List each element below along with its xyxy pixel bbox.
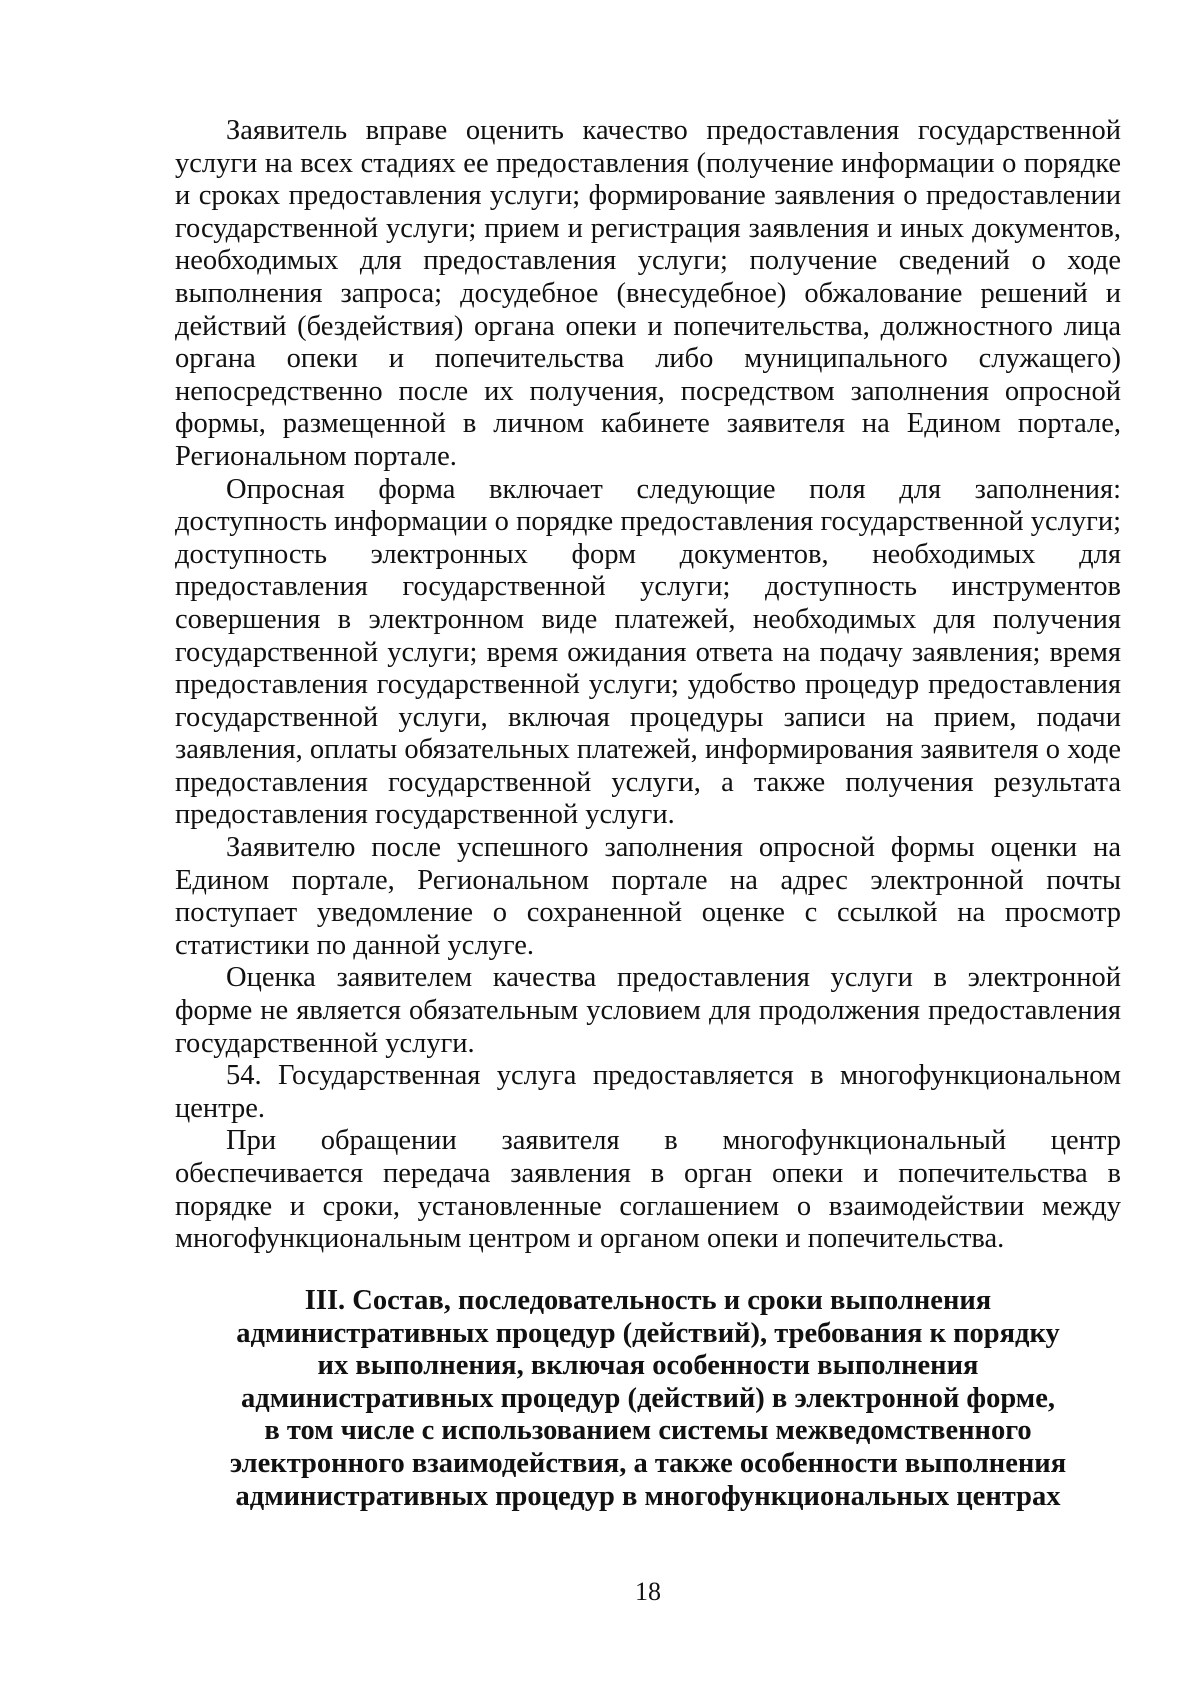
section-heading-line: электронного взаимодействия, а также особенности выполнения: [229, 1447, 1067, 1479]
page-number: 18: [635, 1577, 661, 1606]
section-heading-line: их выполнения, включая особенности выполнения: [317, 1350, 979, 1382]
section-heading-line: административных процедур (действий) в электронной форме,: [241, 1382, 1055, 1414]
paragraph-notification: Заявителю после успешного заполнения опросной формы оценки на Едином портале, Региональном портале на адрес электронной почты поступает уведомление о сохраненной оценке с ссылкой на просмотр статистики по данной услуге.: [175, 832, 1121, 961]
paragraph-item-54: 54. Государственная услуга предоставляется в многофункциональном центре.: [175, 1060, 1121, 1124]
section-heading-line: административных процедур в многофункциональных центрах: [235, 1480, 1061, 1512]
paragraph-mfc-transfer: При обращении заявителя в многофункциональный центр обеспечивается передача заявления в орган опеки и попечительства в порядке и сроки, установленные соглашением о взаимодействии между многофункциональным центром и органом опеки и попечительства.: [175, 1125, 1121, 1255]
section-heading: [175, 1285, 1121, 1513]
paragraph-survey-form-fields: Опросная форма включает следующие поля для заполнения: доступность информации о порядке предоставления государственной услуги; доступность электронных форм документов, необходимых для предоставления государственной услуги; доступность инструментов совершения в электронном виде платежей, необходимых для получения государственной услуги; время ожидания ответа на подачу заявления; время предоставления государственной услуги; удобство процедур предоставления государственной услуги, включая процедуры записи на прием, подачи заявления, оплаты обязательных платежей, информирования заявителя о ходе предоставления государственной услуги, а также получения результата предоставления государственной услуги.: [175, 473, 1121, 831]
section-heading-line: III. Состав, последовательность и сроки выполнения: [304, 1285, 992, 1316]
section-heading-line: в том числе с использованием системы межведомственного: [264, 1415, 1032, 1447]
document-body: [175, 115, 1121, 1256]
paragraph-assessment-optional: Оценка заявителем качества предоставления услуги в электронной форме не является обязательным условием для продолжения предоставления государственной услуги.: [175, 962, 1121, 1059]
section-heading-line: административных процедур (действий), требования к порядку: [236, 1317, 1060, 1349]
paragraph-quality-assessment: Заявитель вправе оценить качество предоставления государственной услуги на всех стадиях ее предоставления (получение информации о порядке и сроках предоставления услуги; формирование заявления о предоставлении государственной услуги; прием и регистрация заявления и иных документов, необходимых для предоставления услуги; получение сведений о ходе выполнения запроса; досудебное (внесудебное) обжалование решений и действий (бездействия) органа опеки и попечительства, должностного лица органа опеки и попечительства либо муниципального служащего) непосредственно после их получения, посредством заполнения опросной формы, размещенной в личном кабинете заявителя на Едином портале, Региональном портале.: [175, 115, 1121, 472]
